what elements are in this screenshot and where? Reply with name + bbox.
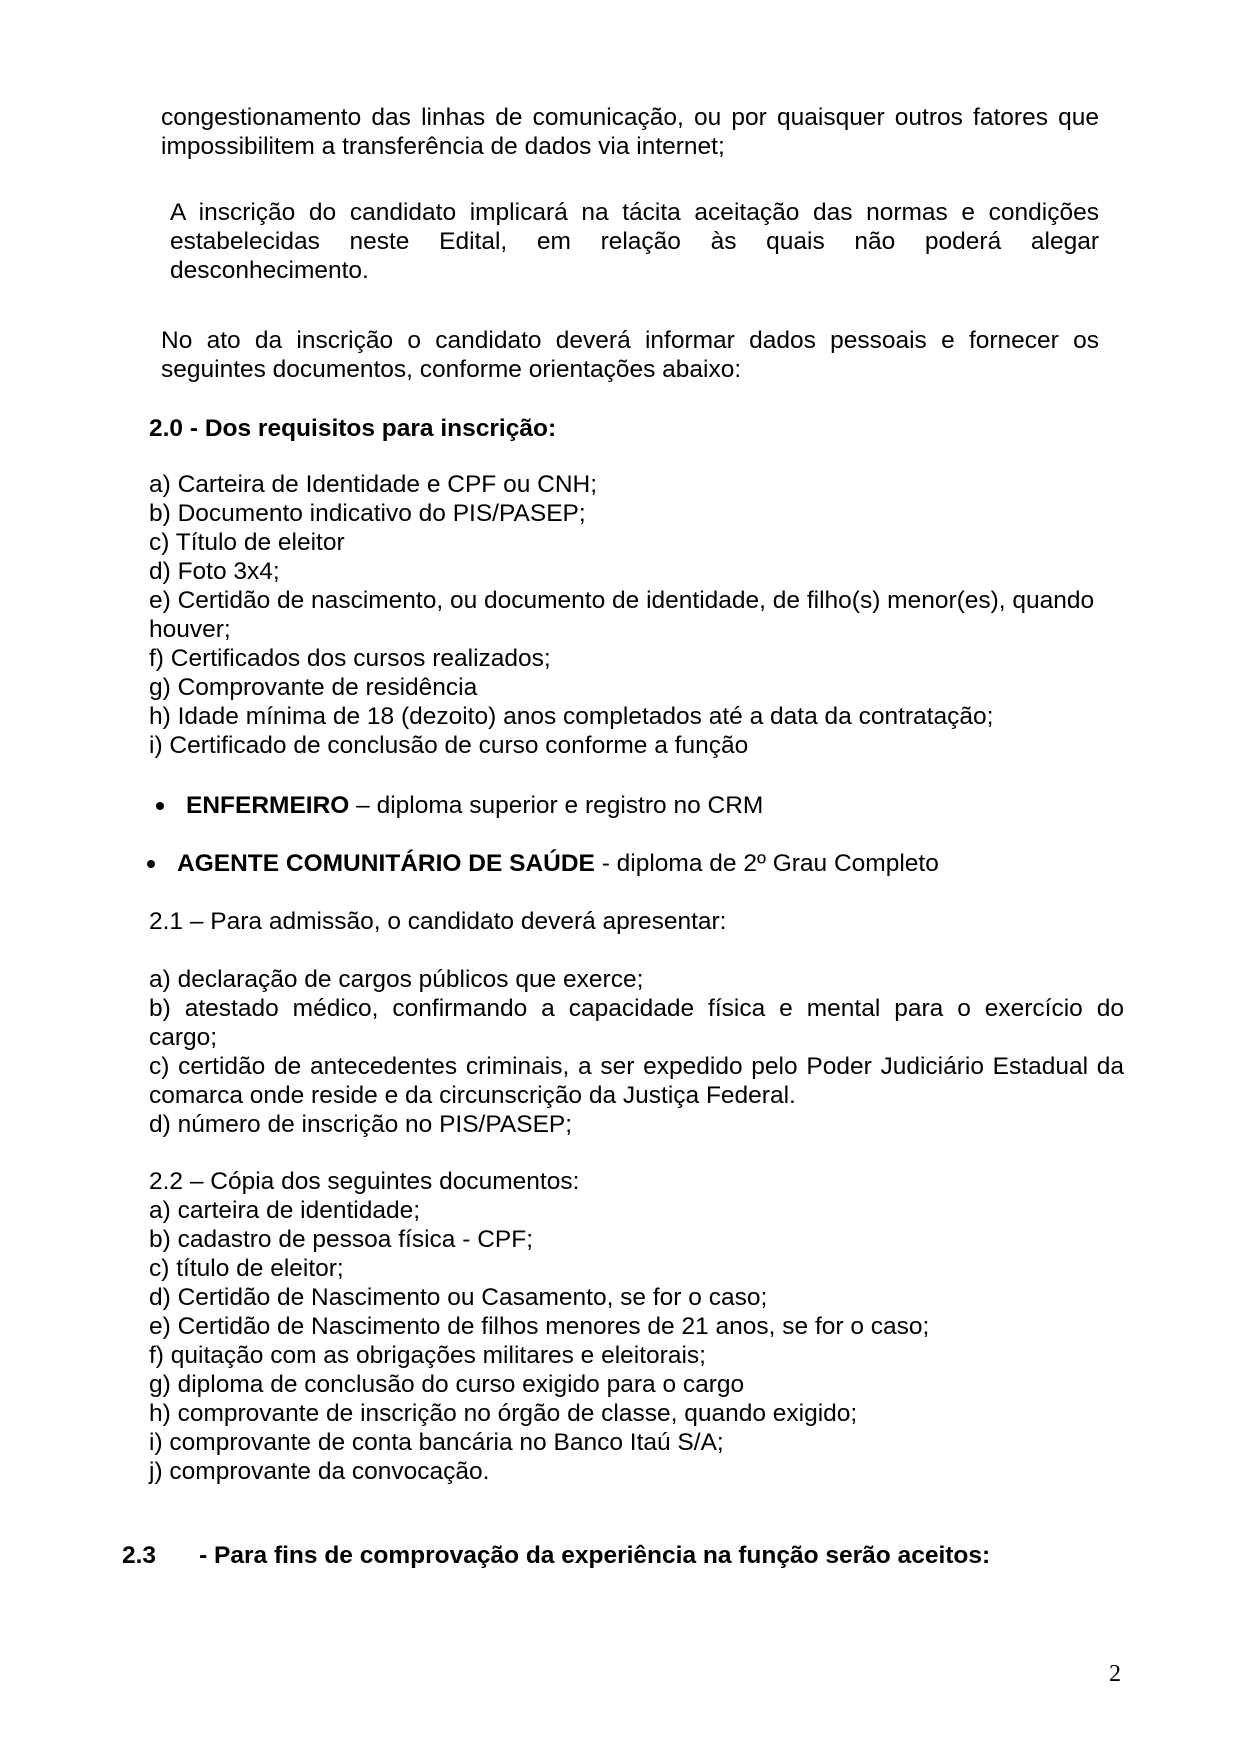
list-item: d) número de inscrição no PIS/PASEP;: [149, 1111, 573, 1138]
paragraph-line: estabelecidas neste Edital, em relação às quais não poderá alegar: [170, 228, 1099, 255]
section-2-1-heading: 2.1 – Para admissão, o candidato deverá apresentar:: [149, 908, 727, 935]
list-item: i) Certificado de conclusão de curso conforme a função: [149, 732, 749, 759]
list-item: comarca onde reside e da circunscrição da Justiça Federal.: [149, 1082, 796, 1109]
paragraph-line: impossibilitem a transferência de dados via internet;: [161, 133, 725, 160]
list-item: houver;: [149, 616, 231, 643]
bullet-icon: [156, 802, 164, 810]
list-item: c) certidão de antecedentes criminais, a ser expedido pelo Poder Judiciário Estadual da: [149, 1053, 1124, 1080]
bullet-label: AGENTE COMUNITÁRIO DE SAÚDE: [177, 850, 595, 877]
section-2-1-list: [149, 965, 1124, 1139]
list-item: d) Foto 3x4;: [149, 558, 280, 585]
list-item: j) comprovante da convocação.: [149, 1458, 490, 1485]
bullet-text: - diploma de 2º Grau Completo: [594, 850, 939, 877]
bullet-icon: [147, 860, 155, 868]
list-item: g) Comprovante de residência: [149, 674, 478, 701]
paragraph-line: seguintes documentos, conforme orientações abaixo:: [161, 356, 742, 383]
list-item: g) diploma de conclusão do curso exigido para o cargo: [149, 1371, 745, 1398]
paragraph-line: A inscrição do candidato implicará na tácita aceitação das normas e condições: [170, 199, 1099, 226]
list-item: e) Certidão de Nascimento de filhos menores de 21 anos, se for o caso;: [149, 1313, 930, 1340]
paragraph-top: [161, 103, 1099, 161]
section-2-3-heading: [122, 1541, 990, 1570]
section-number: 2.3: [122, 1542, 157, 1569]
paragraph-ato: [161, 326, 1099, 384]
bullet-item-enfermeiro: [152, 791, 763, 820]
list-item: c) título de eleitor;: [149, 1255, 344, 1282]
section-2-2-list: [149, 1196, 1124, 1486]
list-item: h) Idade mínima de 18 (dezoito) anos completados até a data da contratação;: [149, 703, 994, 730]
paragraph-inscricao: [170, 198, 1099, 285]
list-item: i) comprovante de conta bancária no Banco Itaú S/A;: [149, 1429, 724, 1456]
list-item: f) quitação com as obrigações militares e eleitorais;: [149, 1342, 706, 1369]
list-item: a) declaração de cargos públicos que exerce;: [149, 966, 644, 993]
list-item: h) comprovante de inscrição no órgão de classe, quando exigido;: [149, 1400, 858, 1427]
section-2-0-heading: 2.0 - Dos requisitos para inscrição:: [149, 415, 557, 442]
list-item: b) Documento indicativo do PIS/PASEP;: [149, 500, 586, 527]
list-item: d) Certidão de Nascimento ou Casamento, se for o caso;: [149, 1284, 768, 1311]
page-number: 2: [1109, 1661, 1121, 1687]
list-item: c) Título de eleitor: [149, 529, 345, 556]
list-item: a) Carteira de Identidade e CPF ou CNH;: [149, 471, 598, 498]
list-item: a) carteira de identidade;: [149, 1197, 421, 1224]
paragraph-line: desconhecimento.: [170, 257, 369, 284]
bullet-label: ENFERMEIRO: [186, 792, 350, 819]
section-title: - Para fins de comprovação da experiência na função serão aceitos:: [199, 1542, 991, 1569]
section-2-0-list: [149, 470, 1124, 760]
section-2-2-heading: 2.2 – Cópia dos seguintes documentos:: [149, 1168, 580, 1195]
list-item: b) cadastro de pessoa física - CPF;: [149, 1226, 533, 1253]
list-item: cargo;: [149, 1024, 218, 1051]
paragraph-line: No ato da inscrição o candidato deverá informar dados pessoais e fornecer os: [161, 327, 1099, 354]
list-item: f) Certificados dos cursos realizados;: [149, 645, 551, 672]
list-item: e) Certidão de nascimento, ou documento de identidade, de filho(s) menor(es), quando: [149, 587, 1095, 614]
paragraph-line: congestionamento das linhas de comunicação, ou por quaisquer outros fatores que: [161, 104, 1099, 131]
list-item: b) atestado médico, confirmando a capacidade física e mental para o exercício do: [149, 995, 1124, 1022]
bullet-text: – diploma superior e registro no CRM: [349, 792, 764, 819]
bullet-item-agente: [143, 849, 939, 878]
